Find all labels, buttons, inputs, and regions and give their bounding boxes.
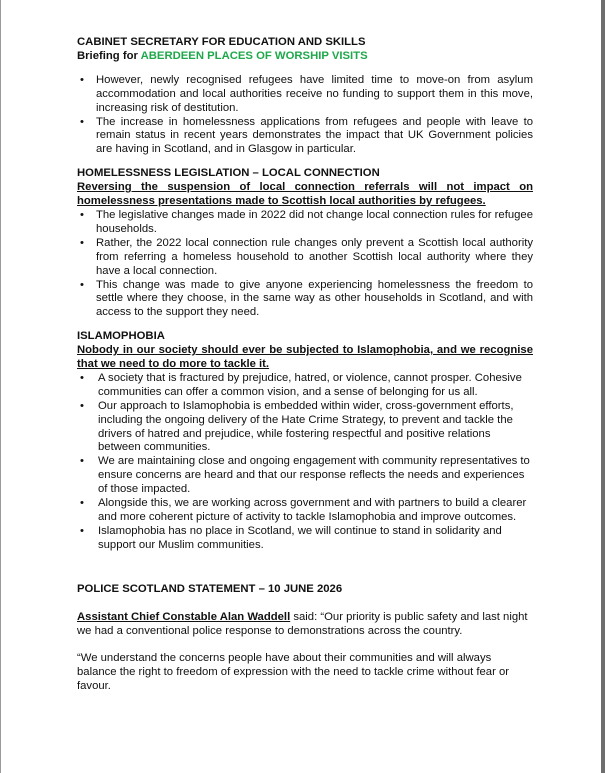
list-item: • Islamophobia has no place in Scotland, we will continue to stand in solidarity and support our Muslim communities. bbox=[77, 525, 533, 553]
police-quote-paragraph-1 bbox=[77, 611, 533, 639]
briefing-prefix: Briefing for bbox=[77, 49, 141, 62]
police-quote-paragraph-2: “We understand the concerns people have about their communities and will always balance the right to freedom of expression with the need to tackle crime without fear or favour. bbox=[77, 652, 510, 693]
islamophobia-lead: Nobody in our society should ever be subjected to Islamophobia, and we recognise that we need to do more to tackle it. bbox=[77, 344, 533, 371]
list-item: • Alongside this, we are working across government and with partners to build a clearer and more coherent picture of activity to tackle Islamophobia and improve outcomes. bbox=[77, 497, 533, 525]
list-item: • Our approach to Islamophobia is embedded within wider, cross-government efforts, including the ongoing delivery of the Hate Crime Strategy, to prevent and tackle the drivers of hatred and prejudice, while fostering respectful and positive relations between communities. bbox=[77, 400, 533, 456]
briefing-highlight: ABERDEEN PLACES OF WORSHIP VISITS bbox=[140, 49, 368, 62]
briefing-subtitle bbox=[77, 50, 533, 64]
police-statement-heading: POLICE SCOTLAND STATEMENT – 10 JUNE 2026 bbox=[77, 582, 343, 595]
list-item: • A society that is fractured by prejudice, hatred, or violence, cannot prosper. Cohesive communities can offer a common vision, and a sense of belonging for us all. bbox=[77, 372, 533, 400]
document-body bbox=[77, 36, 533, 708]
list-item: • Rather, the 2022 local connection rule changes only prevent a Scottish local authority from referring a homeless household to another Scottish local authority where they have a local connection. bbox=[77, 237, 533, 279]
islamophobia-bullet-list bbox=[77, 372, 533, 553]
quote-text: said: “Our priority is public safety and last night we had a conventional police response to demonstrations across the country. bbox=[77, 610, 528, 637]
speaker-name: Assistant Chief Constable Alan Waddell bbox=[77, 610, 291, 623]
intro-bullet-list bbox=[77, 74, 533, 157]
homelessness-heading: HOMELESSNESS LEGISLATION – LOCAL CONNECTION bbox=[77, 167, 380, 180]
list-item: • We are maintaining close and ongoing engagement with community representatives to ensure concerns are heard and that our response reflects the needs and experiences of those impacted. bbox=[77, 455, 533, 497]
islamophobia-heading: ISLAMOPHOBIA bbox=[77, 330, 165, 343]
document-title: CABINET SECRETARY FOR EDUCATION AND SKILLS bbox=[77, 36, 366, 48]
list-item: • This change was made to give anyone experiencing homelessness the freedom to settle where they choose, in the same way as other households in Scotland, and with access to the support they need. bbox=[77, 279, 533, 321]
homelessness-lead: Reversing the suspension of local connection referrals will not impact on homelessness presentations made to Scottish local authorities by refugees. bbox=[77, 181, 533, 208]
homelessness-bullet-list bbox=[77, 209, 533, 320]
list-item: • The increase in homelessness applications from refugees and people with leave to remain status in recent years demonstrates the impact that UK Government policies are having in Scotland, and in Glasgow in particular. bbox=[77, 116, 533, 158]
list-item: • The legislative changes made in 2022 did not change local connection rules for refugee households. bbox=[77, 209, 533, 237]
list-item: • However, newly recognised refugees have limited time to move-on from asylum accommodation and local authorities receive no funding to support them in this move, increasing risk of destitution. bbox=[77, 74, 533, 116]
